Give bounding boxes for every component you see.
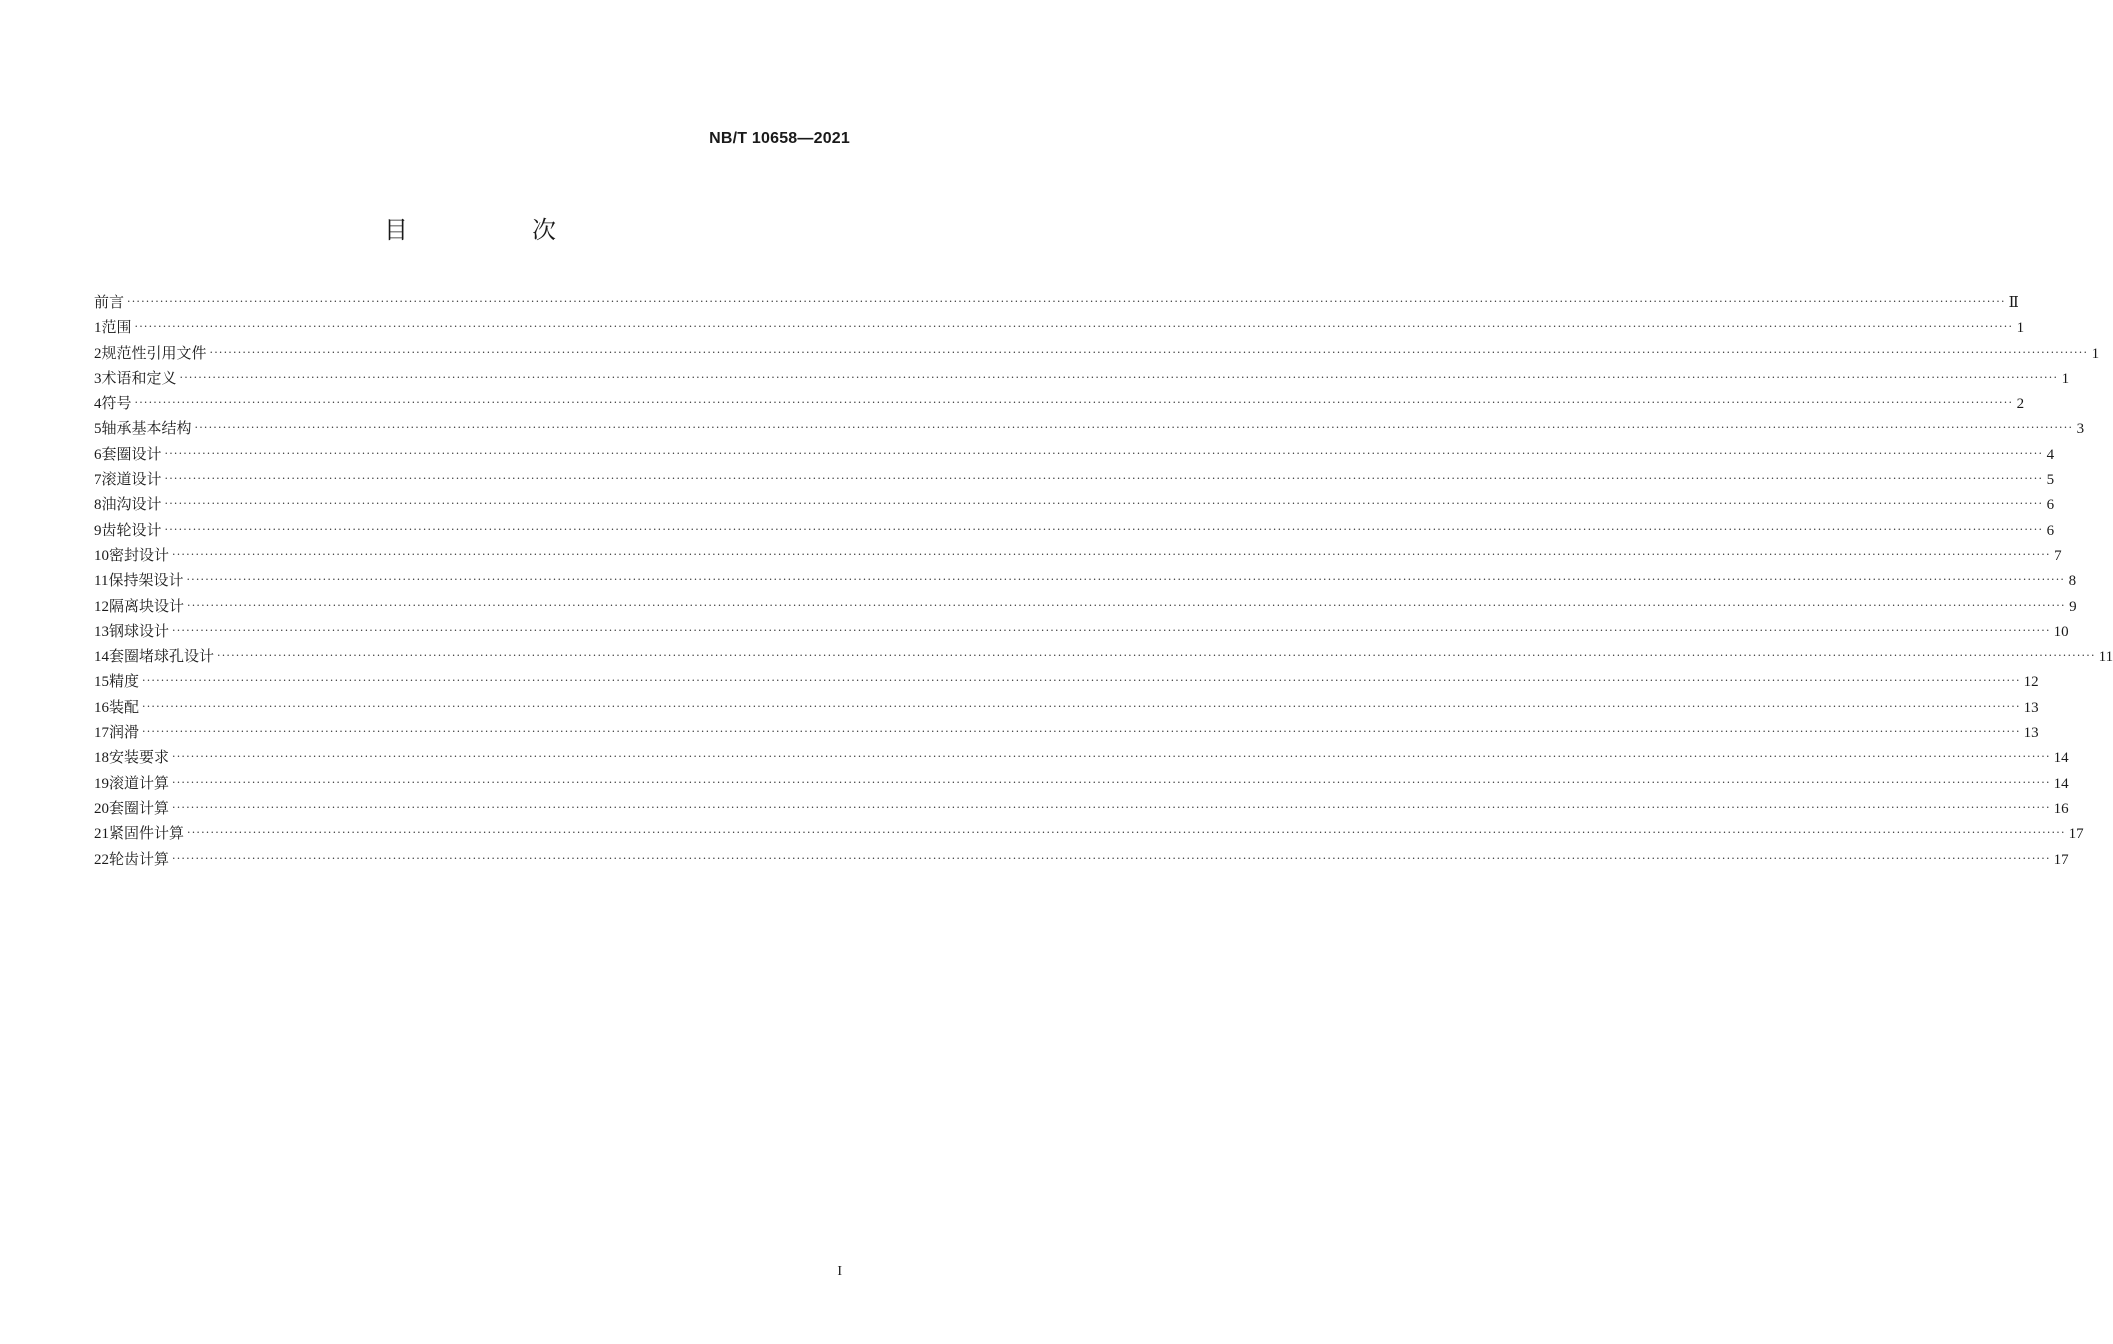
toc-entry-number: 13 [94,623,109,640]
toc-dot-leader: ················································································································································································································································································································································································································ [134,396,2014,410]
toc-entry[interactable] [94,848,2069,873]
toc-dot-leader: ················································································································································································································································································································································································································ [194,421,2074,435]
toc-title: 目 次 [384,216,606,244]
toc-entry-page: Ⅱ [2008,295,2019,311]
toc-dot-leader: ················································································································································································································································································································································································································ [172,775,2051,789]
toc-dot-leader: ················································································································································································································································································································································································································ [164,446,2044,460]
toc-entry-label: 隔离块设计 [109,596,185,615]
toc-dot-leader: ················································································································································································································································································································································································································ [187,826,2066,840]
toc-entry-page: 9 [2069,598,2077,615]
toc-entry-page: 1 [2061,370,2070,387]
toc-entry-number: 19 [94,775,109,792]
toc-entry-label: 紧固件计算 [109,824,185,843]
toc-entry-page: 13 [2023,699,2039,716]
toc-dot-leader: ················································································································································································································································································································································································································ [164,497,2044,511]
toc-entry-number: 12 [94,598,109,615]
toc-entry-number: 10 [94,547,109,564]
toc-entry-label: 密封设计 [109,545,170,564]
toc-dot-leader: ················································································································································································································································································································································································································ [187,598,2066,612]
toc-entry[interactable] [94,822,2084,847]
toc-entry[interactable] [94,519,2055,544]
toc-entry-page: 2 [2016,396,2025,413]
toc-entry[interactable] [94,392,2025,417]
toc-entry-page: 11 [2098,649,2113,666]
toc-entry-label: 滚道计算 [109,773,170,792]
toc-entry-label: 油沟设计 [101,495,162,514]
toc-entry-page: 1 [2091,345,2100,362]
toc-dot-leader: ················································································································································································································································································································································································································ [217,649,2096,663]
toc-entry-number: 8 [94,497,102,514]
toc-entry-page: 6 [2046,522,2055,539]
toc-entry-page: 17 [2053,851,2069,868]
toc-entry[interactable] [94,696,2039,721]
toc-entry-page: 14 [2053,775,2069,792]
toc-entry-number: 20 [94,800,109,817]
toc-entry-page: 13 [2023,725,2039,742]
toc-entry-label: 套圈堵球孔设计 [109,647,215,666]
toc-entry-label: 润滑 [109,723,140,742]
page-number: I [837,1264,842,1279]
toc-entry[interactable] [94,670,2039,695]
toc-entry-label: 套圈设计 [101,444,162,463]
toc-entry-label: 前言 [94,293,125,311]
toc-dot-leader: ················································································································································································································································································································································································································ [142,725,2021,739]
toc-entry-number: 16 [94,699,109,716]
toc-entry[interactable] [94,721,2039,746]
toc-entry-page: 1 [2016,320,2025,337]
toc-entry[interactable] [94,342,2100,367]
toc-entry[interactable] [94,645,2113,670]
toc-entry-page: 5 [2046,472,2055,489]
toc-entry-number: 1 [94,320,102,337]
toc-entry-number: 18 [94,750,109,767]
toc-entry-number: 15 [94,674,109,691]
toc-entry[interactable] [94,772,2069,797]
toc-dot-leader: ················································································································································································································································································································································································································ [164,472,2044,486]
standard-code: NB/T 10658—2021 [709,130,850,147]
toc-entry-number: 3 [94,370,102,387]
toc-entry-label: 齿轮设计 [101,520,162,539]
toc-entry-label: 轮齿计算 [109,849,170,868]
toc-entry-page: 17 [2068,826,2084,843]
toc-entry-page: 6 [2046,497,2055,514]
toc-entry-label: 安装要求 [109,748,170,767]
toc-dot-leader: ················································································································································································································································································································································································································ [164,522,2044,536]
toc-dot-leader: ················································································································································································································································································································································································································ [179,370,2059,384]
toc-dot-leader: ················································································································································································································································································································································································································ [186,573,2066,587]
toc-entry-label: 术语和定义 [101,368,177,387]
toc-entry-number: 14 [94,649,109,666]
toc-entry-label: 轴承基本结构 [101,419,192,438]
toc-entry-page: 12 [2023,674,2039,691]
toc-entry[interactable] [94,493,2055,518]
toc-entry[interactable] [94,443,2055,468]
toc-entry[interactable] [94,417,2085,442]
toc-dot-leader: ················································································································································································································································································································································································································ [172,750,2051,764]
toc-entry-page: 14 [2053,750,2069,767]
toc-entry[interactable] [94,620,2069,645]
toc-entry-number: 11 [94,573,109,590]
toc-entry[interactable] [94,544,2062,569]
toc-dot-leader: ················································································································································································································································································································································································································ [172,851,2051,865]
toc-entry[interactable] [94,595,2077,620]
toc-entry-page: 3 [2076,421,2085,438]
toc-entry-label: 套圈计算 [109,798,170,817]
toc-entry-label: 规范性引用文件 [101,343,207,362]
toc-entry-label: 范围 [101,318,132,337]
toc-dot-leader: ················································································································································································································································································································································································································ [142,674,2021,688]
toc-entry-label: 精度 [109,672,140,691]
toc-entry-number: 9 [94,522,102,539]
toc-entry[interactable] [94,797,2069,822]
toc-dot-leader: ················································································································································································································································································································································································································ [172,800,2051,814]
toc-dot-leader: ················································································································································································································································································································································································································ [142,699,2021,713]
toc-entry-page: 4 [2046,446,2055,463]
toc-entry-number: 6 [94,446,102,463]
toc-dot-leader: ················································································································································································································································································································································································································ [172,547,2051,561]
toc-entry-page: 16 [2053,800,2069,817]
toc-entry-number: 22 [94,851,109,868]
toc-entry[interactable] [94,316,2025,341]
toc-entry[interactable] [94,569,2077,594]
table-of-contents [94,291,2113,873]
toc-entry[interactable] [94,291,2019,316]
toc-entry[interactable] [94,367,2070,392]
toc-entry-label: 滚道设计 [101,470,162,489]
toc-dot-leader: ················································································································································································································································································································································································································ [209,345,2089,359]
toc-entry-number: 2 [94,345,102,362]
toc-entry-page: 10 [2053,623,2069,640]
toc-dot-leader: ················································································································································································································································································································································································································ [127,295,2006,308]
toc-entry-number: 5 [94,421,102,438]
toc-entry-page: 8 [2068,573,2077,590]
toc-entry-page: 7 [2054,547,2062,564]
toc-entry-number: 17 [94,725,109,742]
toc-entry[interactable] [94,468,2055,493]
toc-entry-label: 保持架设计 [108,571,184,590]
toc-entry-label: 符号 [101,394,132,413]
toc-dot-leader: ················································································································································································································································································································································································································ [172,623,2051,637]
toc-dot-leader: ················································································································································································································································································································································································································ [134,320,2014,334]
toc-entry-label: 装配 [109,697,140,716]
toc-entry-number: 21 [94,826,109,843]
toc-entry-number: 4 [94,396,102,413]
toc-entry[interactable] [94,746,2069,771]
toc-entry-number: 7 [94,472,102,489]
toc-entry-label: 钢球设计 [109,621,170,640]
